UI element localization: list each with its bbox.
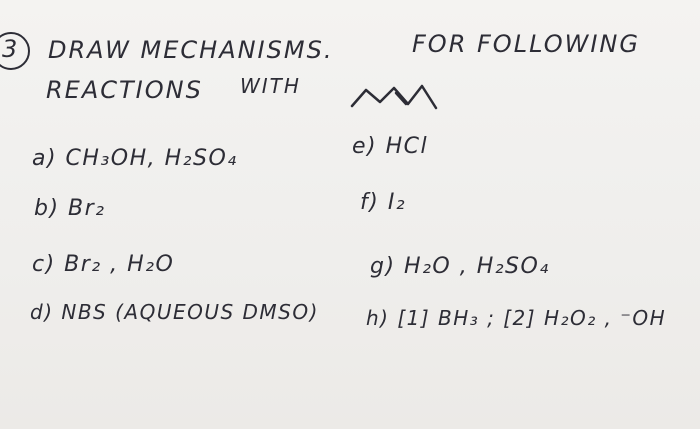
reaction-b: b) Br₂ bbox=[34, 196, 106, 221]
reaction-h: h) [1] BH₃ ; [2] H₂O₂ , ⁻OH bbox=[366, 306, 667, 330]
title-with: WITH bbox=[240, 74, 301, 98]
title-for-following: FOR FOLLOWING bbox=[412, 30, 640, 58]
title-draw-mechanisms: DRAW MECHANISMS. bbox=[48, 36, 334, 64]
reaction-f: f) I₂ bbox=[360, 190, 407, 215]
reaction-a: a) CH₃OH, H₂SO₄ bbox=[32, 146, 238, 171]
reaction-c: c) Br₂ , H₂O bbox=[32, 252, 175, 277]
skeletal-alkene-structure-icon bbox=[348, 78, 448, 114]
reaction-g: g) H₂O , H₂SO₄ bbox=[370, 254, 550, 279]
question-number: 3 bbox=[2, 35, 18, 63]
title-reactions: REACTIONS bbox=[46, 76, 203, 104]
reaction-e: e) HCl bbox=[352, 134, 429, 159]
reaction-d: d) NBS (AQUEOUS DMSO) bbox=[30, 300, 319, 324]
